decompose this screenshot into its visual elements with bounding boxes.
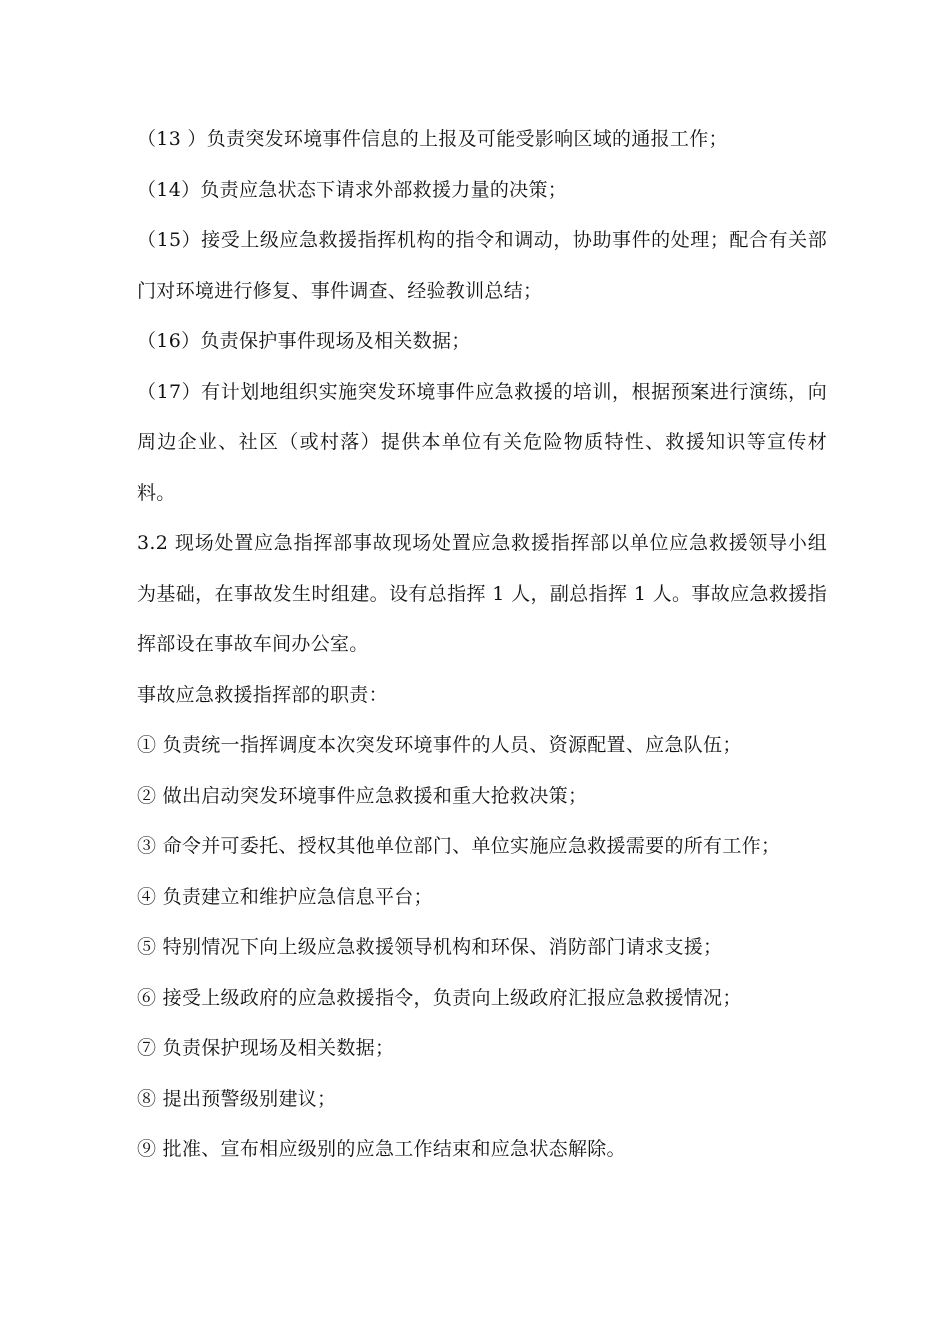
list-item-2: ② 做出启动突发环境事件应急救援和重大抢救决策；	[137, 784, 588, 807]
document-body	[137, 114, 827, 1175]
paragraph-duty-14: （14）负责应急状态下请求外部救援力量的决策；	[137, 178, 568, 201]
list-item-9: ⑨ 批准、宣布相应级别的应急工作结束和应急状态解除。	[137, 1138, 626, 1160]
list-item-7: ⑦ 负责保护现场及相关数据；	[137, 1037, 395, 1059]
list-item-5: ⑤ 特别情况下向上级应急救援领导机构和环保、消防部门请求支援；	[137, 936, 723, 958]
paragraph-duty-13: （13 ）负责突发环境事件信息的上报及可能受影响区域的通报工作；	[137, 128, 728, 150]
paragraph-duties-heading: 事故应急救援指挥部的职责：	[137, 683, 388, 706]
list-item-1: ① 负责统一指挥调度本次突发环境事件的人员、资源配置、应急队伍；	[137, 734, 742, 756]
list-item-8: ⑧ 提出预警级别建议；	[137, 1087, 337, 1110]
paragraph-duty-15: （15）接受上级应急救援指挥机构的指令和调动，协助事件的处理；配合有关部门对环境进行修复、事件调查、经验教训总结；	[137, 229, 827, 302]
paragraph-section-3-2: 3.2 现场处置应急指挥部事故现场处置应急救援指挥部以单位应急救援领导小组为基础，在事故发生时组建。设有总指挥 1 人，副总指挥 1 人。事故应急救援指挥部设在事故车间办公室。	[137, 532, 827, 655]
paragraph-duty-16: （16）负责保护事件现场及相关数据；	[137, 330, 471, 352]
list-item-4: ④ 负责建立和维护应急信息平台；	[137, 885, 433, 908]
list-item-6: ⑥ 接受上级政府的应急救援指令，负责向上级政府汇报应急救援情况；	[137, 986, 742, 1009]
list-item-3: ③ 命令并可委托、授权其他单位部门、单位实施应急救援需要的所有工作；	[137, 835, 781, 857]
paragraph-duty-17: （17）有计划地组织实施突发环境事件应急救援的培训，根据预案进行演练，向周边企业、社区（或村落）提供本单位有关危险物质特性、救援知识等宣传材料。	[137, 380, 827, 504]
